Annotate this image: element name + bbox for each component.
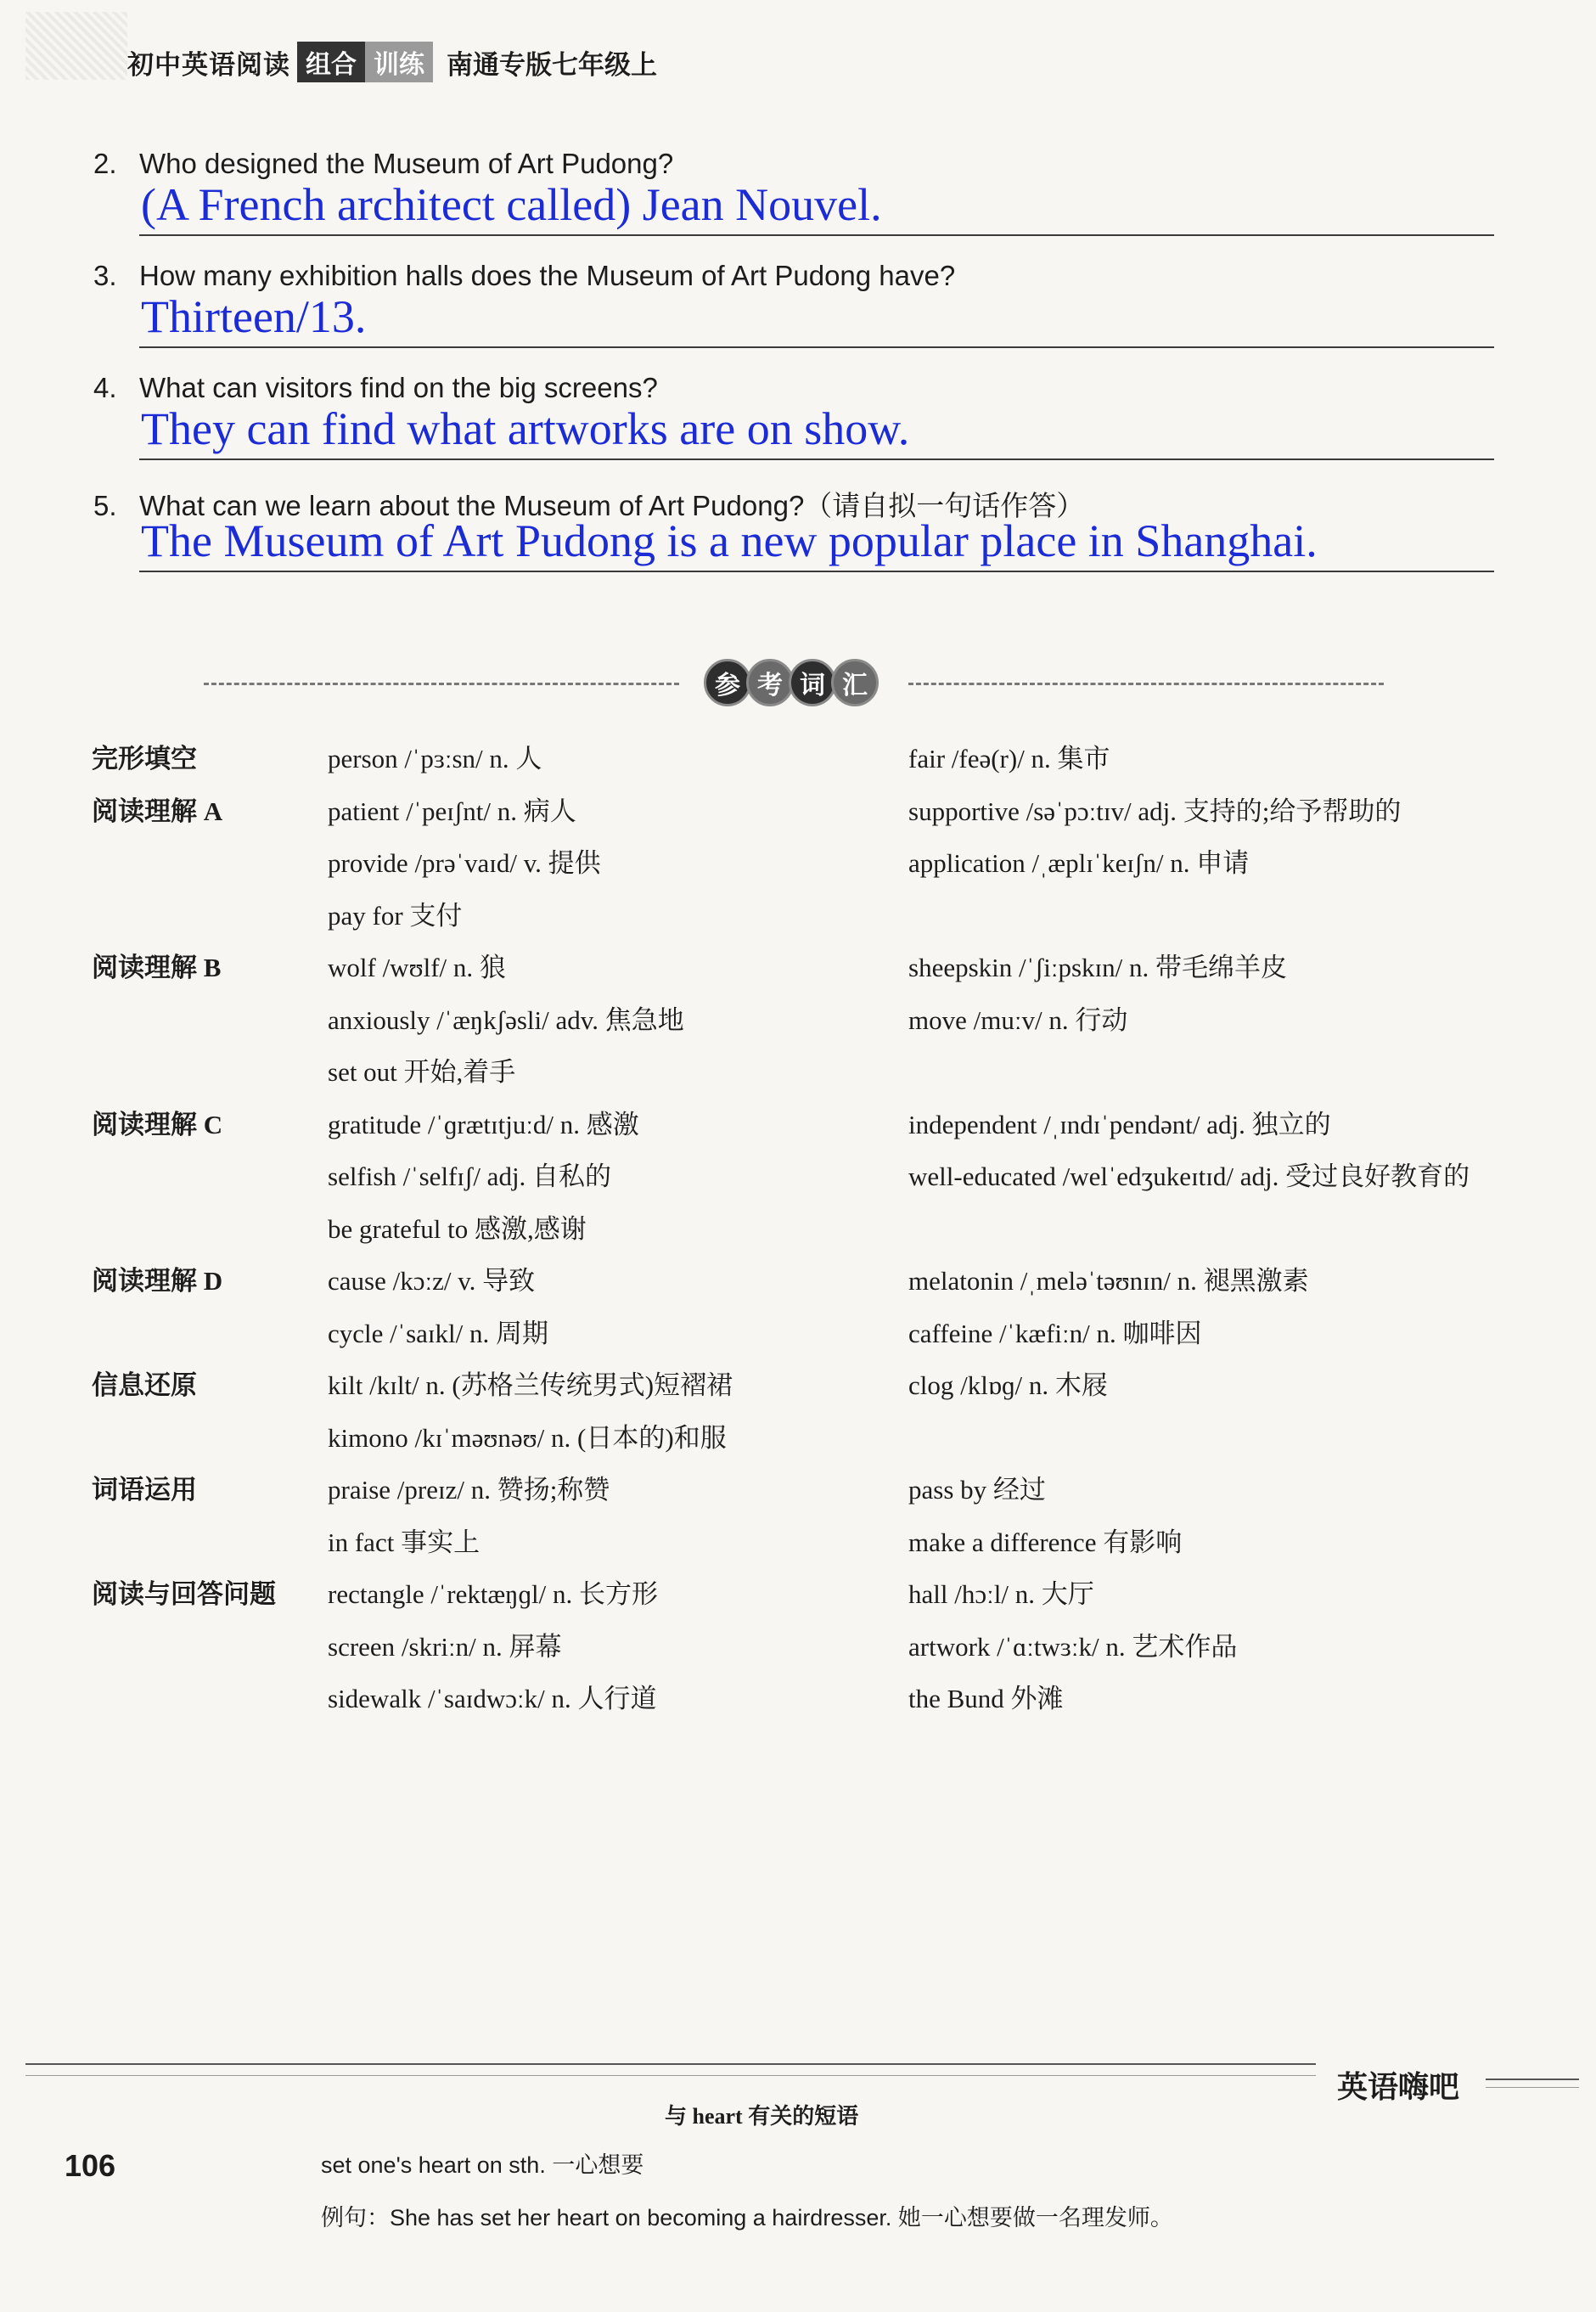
vocab-row — [92, 1094, 1518, 1147]
vocab-entry: provide /prəˈvaɪd/ v. 提供 — [328, 848, 601, 878]
corner-label: 英语嗨吧 — [1337, 2069, 1460, 2104]
vocab-row — [92, 1042, 1518, 1094]
question-text: Who designed the Museum of Art Pudong? — [139, 148, 674, 179]
answer-line — [139, 346, 1494, 348]
vocab-entry: application /ˌæplɪˈkeɪʃn/ n. 申请 — [908, 848, 1250, 878]
vocab-entry: supportive /səˈpɔːtɪv/ adj. 支持的;给予帮助的 — [908, 796, 1402, 826]
vocab-entry: screen /skriːn/ n. 屏幕 — [328, 1631, 562, 1662]
vocab-entry: sidewalk /ˈsaɪdwɔːk/ n. 人行道 — [328, 1684, 657, 1713]
vocab-entry: the Bund 外滩 — [908, 1684, 1064, 1713]
vocab-row — [92, 1355, 1518, 1408]
vocab-entry: praise /preɪz/ n. 赞扬;称赞 — [328, 1475, 610, 1505]
header-decoration — [25, 12, 127, 80]
vocab-section-label: 信息还原 — [92, 1370, 197, 1400]
vocab-row — [92, 781, 1518, 834]
divider-dash-left — [204, 683, 679, 685]
vocab-section-label: 阅读理解 D — [92, 1266, 223, 1296]
vocab-row — [92, 1199, 1518, 1252]
vocab-entry: kilt /kɪlt/ n. (苏格兰传统男式)短褶裙 — [328, 1370, 733, 1400]
vocab-section-label: 完形填空 — [92, 744, 197, 773]
vocab-entry: sheepskin /ˈʃiːpskɪn/ n. 带毛绵羊皮 — [908, 953, 1288, 982]
question-item — [93, 479, 1494, 591]
footer-rule-thin — [25, 2075, 1316, 2076]
vocab-entry: independent /ˌɪndɪˈpendənt/ adj. 独立的 — [908, 1109, 1331, 1139]
page-header — [127, 41, 657, 83]
vocab-row — [92, 1303, 1518, 1356]
vocab-entry: move /muːv/ n. 行动 — [908, 1004, 1128, 1035]
vocab-entry: anxiously /ˈæŋkʃəsli/ adv. 焦急地 — [328, 1004, 684, 1035]
vocab-entry: set out 开始,着手 — [328, 1057, 516, 1087]
vocab-row — [92, 1668, 1518, 1721]
vocab-row — [92, 833, 1518, 886]
vocab-entry: cycle /ˈsaɪkl/ n. 周期 — [328, 1318, 548, 1348]
answer-text: The Museum of Art Pudong is a new popular place in Shanghai. — [141, 515, 1318, 566]
vocab-row — [92, 728, 1518, 781]
vocab-entry: melatonin /ˌmeləˈtəʊnɪn/ n. 褪黑激素 — [908, 1266, 1309, 1296]
vocab-entry: caffeine /ˈkæfiːn/ n. 咖啡因 — [908, 1318, 1202, 1348]
vocab-row — [92, 990, 1518, 1043]
answer-text: They can find what artworks are on show. — [141, 403, 910, 454]
vocab-entry: gratitude /ˈɡrætɪtjuːd/ n. 感激 — [328, 1109, 639, 1139]
question-number: 5. — [93, 490, 117, 521]
question-text: What can visitors find on the big screens? — [139, 372, 658, 403]
vocab-entry: cause /kɔːz/ v. 导致 — [328, 1266, 536, 1296]
vocab-entry: person /ˈpɜːsn/ n. 人 — [328, 744, 542, 773]
question-number: 2. — [93, 148, 117, 179]
vocab-row — [92, 1512, 1518, 1565]
question-item — [93, 367, 1494, 479]
footer-rule-right — [1486, 2079, 1579, 2080]
question-text: How many exhibition halls does the Museum of Art Pudong have? — [139, 260, 956, 291]
question-number: 3. — [93, 260, 117, 291]
question-text: What can we learn about the Museum of Art Pudong?（请自拟一句话作答） — [139, 490, 1085, 521]
question-number: 4. — [93, 372, 117, 403]
answer-line — [139, 234, 1494, 236]
vocab-entry: fair /feə(r)/ n. 集市 — [908, 744, 1110, 773]
vocab-entry: patient /ˈpeɪʃnt/ n. 病人 — [328, 796, 576, 826]
vocab-entry: make a difference 有影响 — [908, 1527, 1183, 1557]
badge-char: 汇 — [831, 659, 879, 706]
vocab-row — [92, 1564, 1518, 1617]
vocab-section-label: 词语运用 — [92, 1475, 197, 1505]
vocab-entry: in fact 事实上 — [328, 1527, 480, 1557]
vocab-entry: clog /klɒɡ/ n. 木屐 — [908, 1370, 1108, 1400]
footer-rule-right-thin — [1486, 2087, 1579, 2088]
answer-line — [139, 458, 1494, 460]
book-title: 初中英语阅读 — [127, 49, 290, 80]
question-list — [93, 143, 1494, 591]
vocab-row — [92, 1617, 1518, 1669]
vocab-row — [92, 1408, 1518, 1460]
badge-char: 参 — [704, 659, 751, 706]
vocab-entry: pay for 支付 — [328, 900, 463, 931]
phrase-text: set one's heart on sth. 一心想要 — [321, 2152, 644, 2178]
vocab-entry: kimono /kɪˈməʊnəʊ/ n. (日本的)和服 — [328, 1422, 727, 1453]
book-tag-a: 组合 — [297, 42, 365, 82]
vocab-entry: be grateful to 感激,感谢 — [328, 1213, 587, 1244]
vocab-row — [92, 886, 1518, 938]
badge-char: 考 — [746, 659, 794, 706]
vocab-divider — [204, 659, 1384, 710]
vocab-section-label: 阅读理解 A — [92, 796, 223, 826]
book-tag-b: 训练 — [365, 42, 433, 82]
page-number: 106 — [65, 2148, 116, 2183]
vocab-entry: hall /hɔːl/ n. 大厅 — [908, 1579, 1094, 1609]
vocab-badge — [709, 659, 879, 706]
vocab-row — [92, 937, 1518, 990]
vocab-entry: wolf /wʊlf/ n. 狼 — [328, 953, 506, 982]
footer-rule — [25, 2063, 1316, 2065]
answer-text: Thirteen/13. — [141, 291, 367, 342]
vocab-row — [92, 1460, 1518, 1512]
vocab-section-label: 阅读理解 C — [92, 1109, 223, 1139]
divider-dash-right — [908, 683, 1384, 685]
vocab-table — [92, 728, 1518, 1721]
vocab-entry: selfish /ˈselfɪʃ/ adj. 自私的 — [328, 1162, 612, 1191]
example-sentence: 例句：She has set her heart on becoming a hairdresser. 她一心想要做一名理发师。 — [321, 2205, 1173, 2230]
vocab-entry: artwork /ˈɑːtwɜːk/ n. 艺术作品 — [908, 1631, 1238, 1662]
vocab-entry: rectangle /ˈrektæŋɡl/ n. 长方形 — [328, 1579, 658, 1609]
phrase-title: 与 heart 有关的短语 — [665, 2104, 859, 2129]
vocab-entry: pass by 经过 — [908, 1475, 1046, 1505]
book-edition: 南通专版七年级上 — [447, 49, 657, 80]
vocab-entry: well-educated /welˈedʒukeɪtɪd/ adj. 受过良好教育的 — [908, 1162, 1470, 1191]
badge-char: 词 — [789, 659, 836, 706]
vocab-row — [92, 1251, 1518, 1303]
answer-text: (A French architect called) Jean Nouvel. — [141, 179, 882, 230]
vocab-row — [92, 1146, 1518, 1199]
question-item — [93, 255, 1494, 367]
vocab-section-label: 阅读与回答问题 — [92, 1579, 276, 1609]
answer-line — [139, 571, 1494, 572]
vocab-section-label: 阅读理解 B — [92, 953, 222, 982]
question-item — [93, 143, 1494, 255]
